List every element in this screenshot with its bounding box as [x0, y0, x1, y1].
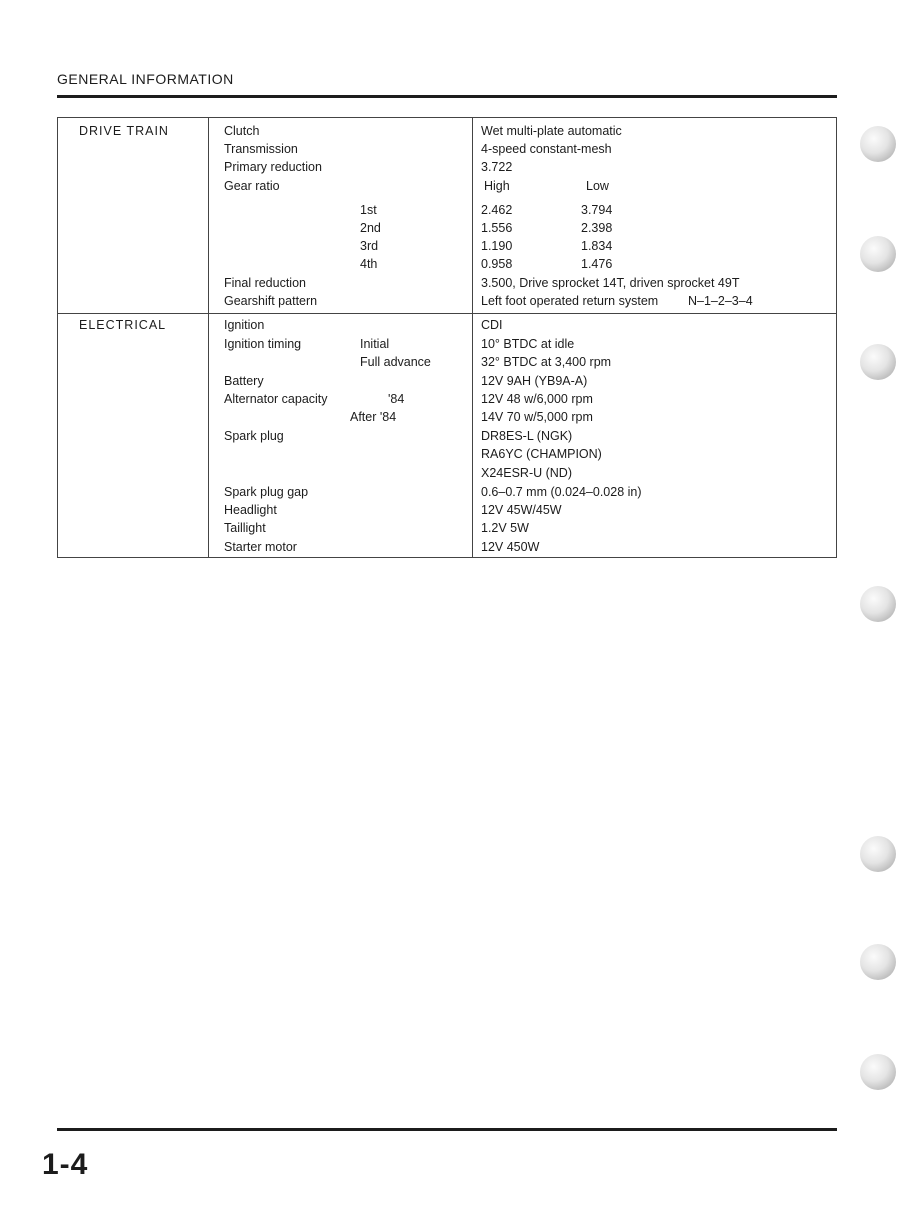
spec-label: Battery	[224, 374, 264, 388]
spec-label: Clutch	[224, 124, 260, 138]
table-row-divider	[58, 313, 836, 314]
spec-value: 3.500, Drive sprocket 14T, driven sprocket 49T	[481, 276, 740, 290]
spec-value: 0.6–0.7 mm (0.024–0.028 in)	[481, 485, 642, 499]
gear-ratio-header-low: Low	[586, 179, 609, 193]
gear-label: 3rd	[360, 239, 379, 253]
spec-label: Taillight	[224, 521, 266, 535]
binder-hole	[860, 944, 896, 980]
spec-value: 12V 450W	[481, 540, 540, 554]
spec-label: Gearshift pattern	[224, 294, 318, 308]
table-column-divider	[472, 118, 473, 557]
section-label-drive-train: DRIVE TRAIN	[79, 124, 169, 138]
spec-sublabel: Full advance	[360, 355, 431, 369]
spec-label: Headlight	[224, 503, 277, 517]
spec-sublabel: '84	[388, 392, 405, 406]
gear-label: 1st	[360, 203, 377, 217]
spec-value: 14V 70 w/5,000 rpm	[481, 410, 593, 424]
spec-label: Spark plug	[224, 429, 284, 443]
spec-label: Alternator capacity	[224, 392, 328, 406]
spec-label: Spark plug gap	[224, 485, 309, 499]
gear-ratio-high: 1.556	[481, 221, 513, 235]
gear-ratio-low: 1.476	[581, 257, 613, 271]
gear-ratio-low: 3.794	[581, 203, 613, 217]
spec-label: Gear ratio	[224, 179, 280, 193]
spec-label: Primary reduction	[224, 160, 322, 174]
spec-value: 1.2V 5W	[481, 521, 529, 535]
spec-value: Wet multi-plate automatic	[481, 124, 622, 138]
specifications-table	[57, 117, 837, 558]
gear-ratio-high: 0.958	[481, 257, 513, 271]
table-column-divider	[208, 118, 209, 557]
spec-label: Ignition timing	[224, 337, 302, 351]
gear-ratio-low: 2.398	[581, 221, 613, 235]
spec-label: Transmission	[224, 142, 298, 156]
spec-label: Ignition	[224, 318, 265, 332]
gearshift-pattern-sequence: N–1–2–3–4	[688, 294, 753, 308]
binder-hole	[860, 836, 896, 872]
section-label-electrical: ELECTRICAL	[79, 318, 167, 332]
spec-value: 3.722	[481, 160, 513, 174]
spec-value: 10° BTDC at idle	[481, 337, 575, 351]
gear-ratio-high: 1.190	[481, 239, 513, 253]
binder-hole	[860, 126, 896, 162]
footer-divider	[57, 1128, 837, 1131]
spec-value: DR8ES-L (NGK)	[481, 429, 573, 443]
gear-ratio-header-high: High	[484, 179, 510, 193]
binder-hole	[860, 1054, 896, 1090]
spec-value: X24ESR-U (ND)	[481, 466, 572, 480]
spec-value: 12V 9AH (YB9A-A)	[481, 374, 588, 388]
spec-label: Final reduction	[224, 276, 306, 290]
header-divider	[57, 95, 837, 98]
page-number: 1-4	[42, 1148, 89, 1181]
spec-sublabel: After '84	[350, 410, 397, 424]
gear-label: 2nd	[360, 221, 381, 235]
gear-ratio-high: 2.462	[481, 203, 513, 217]
spec-value: CDI	[481, 318, 503, 332]
binder-hole	[860, 344, 896, 380]
spec-value: RA6YC (CHAMPION)	[481, 447, 602, 461]
page-header-title: GENERAL INFORMATION	[57, 71, 234, 87]
spec-label: Starter motor	[224, 540, 297, 554]
binder-hole	[860, 586, 896, 622]
spec-value: 4-speed constant-mesh	[481, 142, 612, 156]
gear-ratio-low: 1.834	[581, 239, 613, 253]
spec-sublabel: Initial	[360, 337, 390, 351]
spec-value: Left foot operated return system	[481, 294, 659, 308]
spec-value: 32° BTDC at 3,400 rpm	[481, 355, 612, 369]
gear-label: 4th	[360, 257, 378, 271]
binder-hole	[860, 236, 896, 272]
spec-value: 12V 48 w/6,000 rpm	[481, 392, 593, 406]
spec-value: 12V 45W/45W	[481, 503, 562, 517]
